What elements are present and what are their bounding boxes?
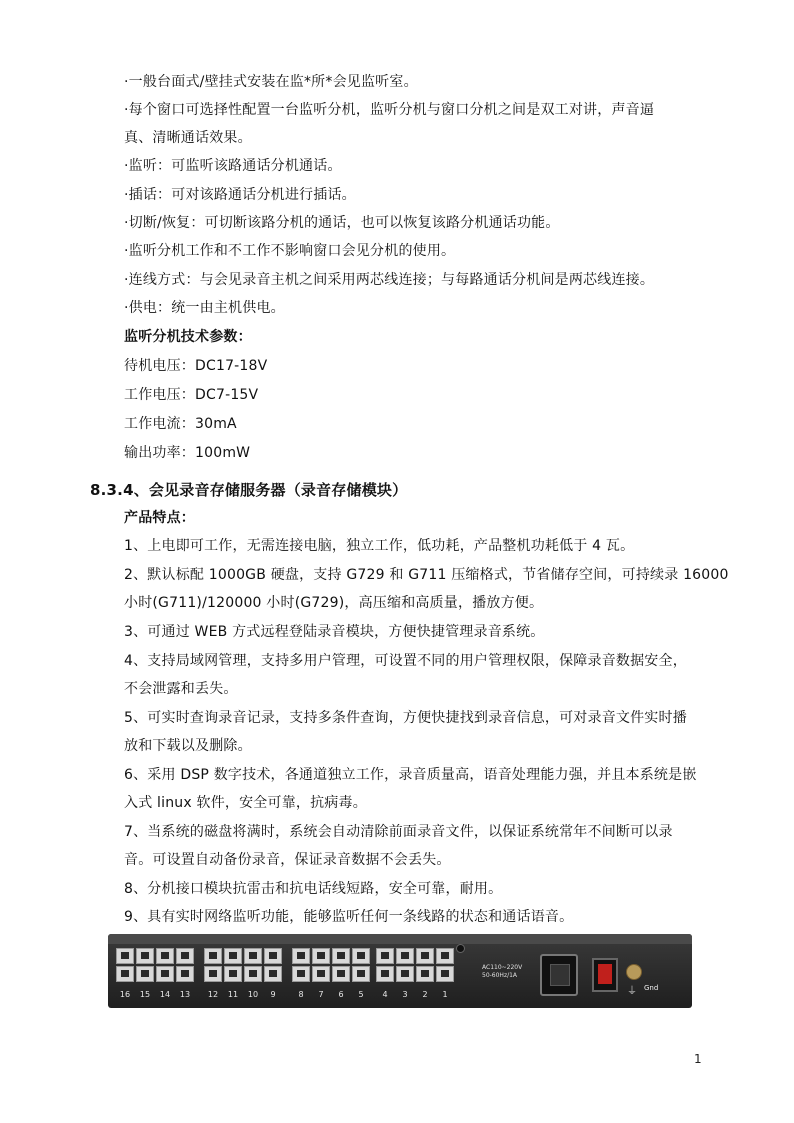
page-number: 1 bbox=[694, 1052, 702, 1066]
port-number-label: 1 bbox=[442, 990, 448, 999]
rj11-port bbox=[264, 948, 282, 964]
port-number-label: 6 bbox=[338, 990, 344, 999]
port-number-label: 3 bbox=[402, 990, 408, 999]
param-line: 工作电压：DC7-15V bbox=[124, 387, 259, 403]
feature-line: 不会泄露和丢失。 bbox=[124, 681, 238, 697]
rj11-port bbox=[136, 948, 154, 964]
section-heading: 8.3.4、会见录音存储服务器（录音存储模块） bbox=[90, 481, 408, 499]
rj11-port bbox=[352, 966, 370, 982]
bullet-line: ·切断/恢复：可切断该路分机的通话，也可以恢复该路分机通话功能。 bbox=[124, 215, 560, 231]
feature-line: 8、分机接口模块抗雷击和抗电话线短路，安全可靠，耐用。 bbox=[124, 881, 503, 897]
rj11-port bbox=[396, 948, 414, 964]
feature-line: 放和下载以及删除。 bbox=[124, 738, 252, 754]
bullet-line: ·监听分机工作和不工作不影响窗口会见分机的使用。 bbox=[124, 243, 456, 259]
ac-rating-label bbox=[482, 964, 522, 980]
port-number-label: 2 bbox=[422, 990, 428, 999]
ac-rating-line: AC110~220V bbox=[482, 964, 523, 971]
rj11-port bbox=[312, 948, 330, 964]
param-line: 工作电流：30mA bbox=[124, 416, 237, 432]
ground-label: Gnd bbox=[644, 984, 659, 992]
bullet-line: ·一般台面式/壁挂式安装在监*所*会见监听室。 bbox=[124, 74, 418, 90]
rj11-port bbox=[244, 948, 262, 964]
power-socket-icon bbox=[540, 954, 578, 996]
rj11-port bbox=[156, 948, 174, 964]
recorder-rear-panel-image bbox=[108, 934, 692, 1008]
rj11-port bbox=[244, 966, 262, 982]
bullet-line: ·供电：统一由主机供电。 bbox=[124, 300, 285, 316]
params-title: 监听分机技术参数： bbox=[124, 329, 252, 345]
bullet-line: ·插话：可对该路通话分机进行插话。 bbox=[124, 187, 356, 203]
rj11-port bbox=[436, 966, 454, 982]
feature-line: 4、支持局域网管理，支持多用户管理，可设置不同的用户管理权限，保障录音数据安全， bbox=[124, 653, 687, 669]
bullet-line: ·连线方式：与会见录音主机之间采用两芯线连接；与每路通话分机间是两芯线连接。 bbox=[124, 272, 655, 288]
feature-line: 5、可实时查询录音记录，支持多条件查询，方便快捷找到录音信息，可对录音文件实时播 bbox=[124, 710, 687, 726]
rj11-port bbox=[224, 966, 242, 982]
port-number-label: 15 bbox=[139, 990, 151, 999]
mount-hole bbox=[456, 944, 465, 953]
rj11-port bbox=[176, 948, 194, 964]
rj11-port bbox=[376, 948, 394, 964]
bullet-line: 真、清晰通话效果。 bbox=[124, 130, 252, 146]
rj11-port bbox=[332, 966, 350, 982]
port-number-label: 12 bbox=[207, 990, 219, 999]
bullet-line: ·每个窗口可选择性配置一台监听分机，监听分机与窗口分机之间是双工对讲，声音逼 bbox=[124, 102, 655, 118]
ac-rating-line: 50-60Hz/1A bbox=[482, 972, 518, 979]
rj11-port bbox=[156, 966, 174, 982]
feature-line: 入式 linux 软件，安全可靠，抗病毒。 bbox=[124, 795, 367, 811]
rj11-port bbox=[292, 948, 310, 964]
rj11-port bbox=[116, 948, 134, 964]
rj11-port bbox=[352, 948, 370, 964]
rj11-port bbox=[416, 966, 434, 982]
rj11-port bbox=[376, 966, 394, 982]
feature-line: 1、上电即可工作，无需连接电脑，独立工作，低功耗，产品整机功耗低于 4 瓦。 bbox=[124, 538, 635, 554]
rj11-port bbox=[396, 966, 414, 982]
rj11-port bbox=[416, 948, 434, 964]
rj11-port bbox=[436, 948, 454, 964]
feature-line: 9、具有实时网络监听功能，能够监听任何一条线路的状态和通话语音。 bbox=[124, 909, 574, 925]
feature-line: 3、可通过 WEB 方式远程登陆录音模块，方便快捷管理录音系统。 bbox=[124, 624, 545, 640]
param-line: 输出功率：100mW bbox=[124, 445, 251, 461]
features-title: 产品特点： bbox=[124, 510, 195, 526]
port-number-label: 10 bbox=[247, 990, 259, 999]
port-number-label: 11 bbox=[227, 990, 239, 999]
rj11-port bbox=[312, 966, 330, 982]
feature-line: 7、当系统的磁盘将满时，系统会自动清除前面录音文件，以保证系统常年不间断可以录 bbox=[124, 824, 673, 840]
param-line: 待机电压：DC17-18V bbox=[124, 358, 268, 374]
rj11-port bbox=[332, 948, 350, 964]
rj11-port bbox=[204, 966, 222, 982]
rj11-port bbox=[292, 966, 310, 982]
port-number-label: 9 bbox=[270, 990, 276, 999]
feature-line: 音。可设置自动备份录音，保证录音数据不会丢失。 bbox=[124, 852, 451, 868]
panel-top-rail bbox=[108, 934, 692, 944]
port-number-label: 8 bbox=[298, 990, 304, 999]
rj11-port bbox=[116, 966, 134, 982]
ground-symbol-icon: ⏚ bbox=[627, 986, 637, 997]
rj11-port bbox=[224, 948, 242, 964]
feature-line: 6、采用 DSP 数字技术，各通道独立工作，录音质量高，语音处理能力强，并且本系统是嵌 bbox=[124, 767, 697, 783]
feature-line: 2、默认标配 1000GB 硬盘，支持 G729 和 G711 压缩格式，节省储存空间，可持续录 16000 bbox=[124, 567, 729, 583]
rj11-port bbox=[136, 966, 154, 982]
port-number-label: 7 bbox=[318, 990, 324, 999]
port-number-label: 5 bbox=[358, 990, 364, 999]
port-number-label: 4 bbox=[382, 990, 388, 999]
power-switch-icon bbox=[592, 958, 618, 992]
rj11-port bbox=[176, 966, 194, 982]
rj11-port bbox=[204, 948, 222, 964]
port-number-label: 16 bbox=[119, 990, 131, 999]
ground-screw-icon bbox=[626, 964, 642, 980]
rj11-port bbox=[264, 966, 282, 982]
bullet-line: ·监听：可监听该路通话分机通话。 bbox=[124, 158, 342, 174]
feature-line: 小时(G711)/120000 小时(G729)，高压缩和高质量，播放方便。 bbox=[124, 595, 544, 611]
port-number-label: 14 bbox=[159, 990, 171, 999]
port-number-label: 13 bbox=[179, 990, 191, 999]
